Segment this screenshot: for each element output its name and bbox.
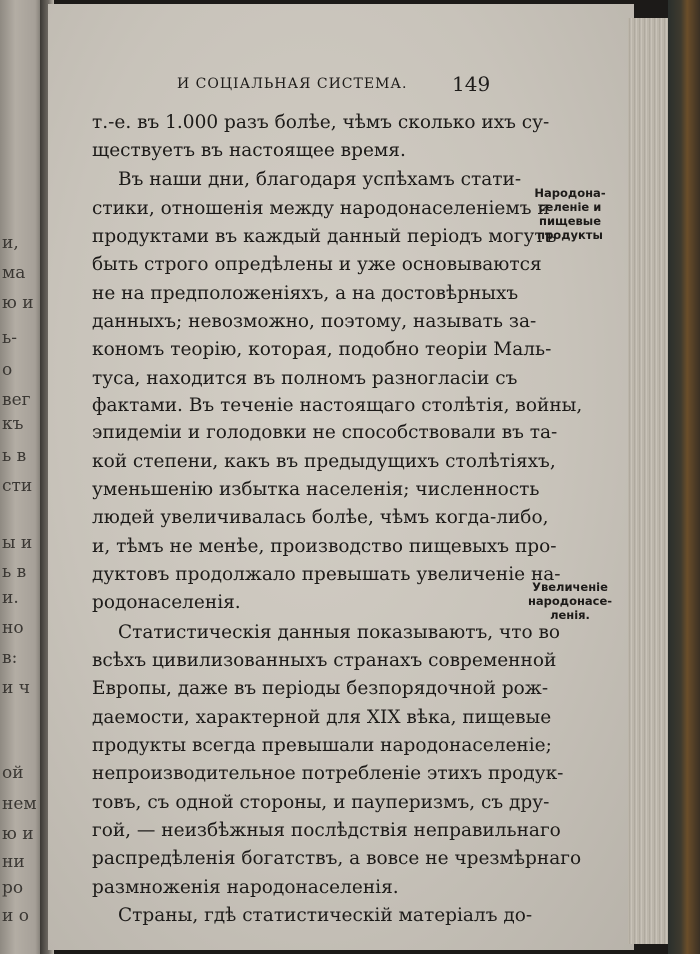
margin-note-line: ленія. (550, 608, 590, 622)
left-page-fragment: нем (2, 794, 37, 814)
page-number: 149 (452, 72, 491, 96)
text-line: Статистическія данныя показываютъ, что во (118, 622, 561, 643)
text-line: и, тѣмъ не менѣе, производство пищевыхъ про- (92, 536, 557, 557)
text-line: фактами. Въ теченіе настоящаго столѣтія, войны, (92, 395, 583, 416)
left-page-fragment: ю и (2, 824, 34, 844)
margin-note (515, 186, 625, 242)
left-page-fragment: ю и (2, 293, 34, 313)
left-page-fragment: ро (2, 878, 24, 898)
text-line: эпидеміи и голодовки не способствовали въ та- (92, 422, 558, 443)
left-page-fragment: о (2, 360, 13, 380)
text-line: данныхъ; невозможно, поэтому, называть за- (92, 311, 537, 332)
margin-note-line: пищевые (539, 214, 601, 228)
text-line: Страны, гдѣ статистическій матеріалъ до- (118, 905, 533, 926)
left-page-fragment: и. (2, 588, 19, 608)
text-line: туса, находится въ полномъ разногласіи съ (92, 368, 518, 389)
left-page-fragment: но (2, 618, 24, 638)
text-line: даемости, характерной для XIX вѣка, пищевые (92, 707, 552, 728)
text-line: размноженія народонаселенія. (92, 877, 399, 898)
left-page-fragment: ма (2, 263, 26, 283)
margin-note-line: Народона- (534, 186, 606, 200)
text-line: не на предположеніяхъ, а на достовѣрныхъ (92, 283, 519, 304)
left-page-fragment: ни (2, 852, 25, 872)
text-line: продукты всегда превышали народонаселеніе; (92, 735, 552, 756)
left-page-fragment: вег (2, 390, 31, 410)
margin-note (515, 580, 625, 622)
left-page-edge (0, 0, 44, 954)
text-line: кономъ теорію, которая, подобно теоріи Маль- (92, 339, 552, 360)
text-line: товъ, съ одной стороны, и пауперизмъ, съ дру- (92, 792, 550, 813)
left-page-fragment: и, (2, 233, 19, 253)
left-page-fragment: в: (2, 648, 18, 668)
book-spine (668, 0, 700, 954)
text-line: дуктовъ продолжало превышать увеличеніе на- (92, 564, 561, 585)
left-page-fragment: ь в (2, 562, 27, 582)
text-line: гой, — неизбѣжныя послѣдствія неправильнаго (92, 820, 561, 841)
text-line: кой степени, какъ въ предыдущихъ столѣтіяхъ, (92, 451, 556, 472)
page-edges (628, 18, 668, 944)
left-page-fragment: сти (2, 476, 33, 496)
margin-note-line: селеніе и (538, 200, 602, 214)
left-page-fragment: къ (2, 414, 24, 434)
text-line: всѣхъ цивилизованныхъ странахъ современной (92, 650, 557, 671)
text-line: распредѣленія богатствъ, а вовсе не чрезмѣрнаго (92, 848, 582, 869)
text-line: продуктами въ каждый данный періодъ могутъ (92, 226, 557, 247)
left-page-fragment: и о (2, 906, 29, 926)
text-line: т.-е. въ 1.000 разъ болѣе, чѣмъ сколько ихъ су- (92, 112, 550, 133)
text-line: непроизводительное потребленіе этихъ продук- (92, 763, 564, 784)
margin-note-line: продукты (537, 228, 603, 242)
text-line: быть строго опредѣлены и уже основываются (92, 254, 542, 275)
text-line: родонаселенія. (92, 592, 241, 613)
left-page-fragment: ой (2, 763, 24, 783)
margin-note-line: народонасе- (527, 594, 613, 608)
left-page-fragment: ь- (2, 328, 17, 348)
text-line: уменьшенію избытка населенія; численность (92, 479, 540, 500)
left-page-fragment: ы и (2, 533, 33, 553)
running-header: И СОЦІАЛЬНАЯ СИСТЕМА. (177, 76, 408, 92)
text-line: стики, отношенія между народонаселеніемъ и (92, 198, 550, 219)
margin-note-line: Увеличеніе (532, 580, 608, 594)
left-page-fragment: и ч (2, 678, 30, 698)
text-line: людей увеличивалась болѣе, чѣмъ когда-либо, (92, 507, 549, 528)
left-page-fragment: ь в (2, 446, 27, 466)
text-line: ществуетъ въ настоящее время. (92, 140, 406, 161)
text-line: Въ наши дни, благодаря успѣхамъ стати- (118, 169, 522, 190)
text-line: Европы, даже въ періоды безпорядочной рож- (92, 678, 549, 699)
